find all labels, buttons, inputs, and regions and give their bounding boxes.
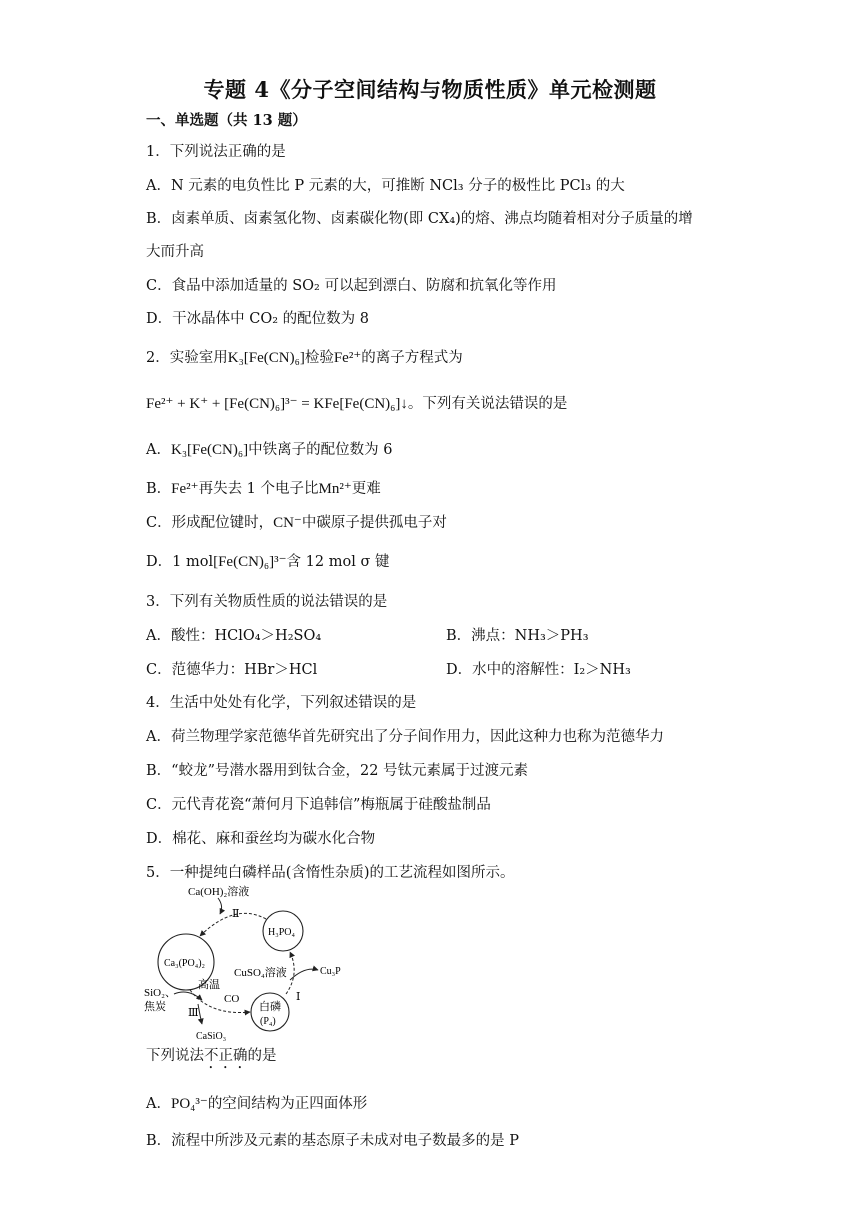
- q4-stem: 4．生活中处处有化学，下列叙述错误的是: [146, 695, 417, 711]
- page-title: 专题 4《分子空间结构与物质性质》单元检测题: [203, 77, 657, 102]
- q1-option-b: B．卤素单质、卤素氢化物、卤素碳化物(即 CX₄)的熔、沸点均随着相对分子质量的增: [146, 211, 693, 227]
- q2-option-a-label: A．: [146, 442, 171, 458]
- q2-stem-post: 的离子方程式为: [361, 350, 463, 366]
- q2-equation-line: [146, 394, 567, 414]
- q2-option-b: [146, 479, 381, 499]
- q2-option-d-text: 含 12 mol σ 键: [286, 554, 390, 570]
- q5-prompt: [146, 1046, 277, 1072]
- q2-equation-tail: 。下列有关说法错误的是: [407, 396, 568, 412]
- q5-option-a-ion: PO₄³⁻: [170, 1096, 208, 1112]
- label-cuso4: CuSO₄溶液: [234, 967, 287, 979]
- q1-option-b-cont: 大而升高: [146, 244, 204, 260]
- q2-equation: Fe²⁺ + K⁺ + [Fe(CN)₆]³⁻ = KFe[Fe(CN)₆]↓: [146, 396, 408, 412]
- q5-option-a: [146, 1094, 367, 1114]
- q3-option-d: D．水中的溶解性：I₂＞NH₃: [446, 662, 631, 678]
- q2-option-d-formula: [Fe(CN)₆]³⁻: [213, 554, 287, 570]
- label-gaowen: 高温: [198, 979, 220, 991]
- section-heading: 一、单选题（共 13 题）: [146, 112, 307, 129]
- q2-option-c-text: C．形成配位键时，: [146, 515, 274, 531]
- q4-option-a: A．荷兰物理学家范德华首先研究出了分子间作用力，因此这种力也称为范德华力: [146, 729, 664, 745]
- arrow-caoh2: [218, 898, 222, 914]
- q5-option-a-text: 的空间结构为正四面体形: [207, 1096, 368, 1112]
- q2-option-d: [146, 552, 389, 572]
- label-p4: (P₄): [260, 1016, 276, 1027]
- q3-stem: 3．下列有关物质性质的说法错误的是: [146, 594, 388, 610]
- label-step3: Ⅲ: [188, 1007, 199, 1019]
- label-co: CO: [224, 993, 240, 1005]
- q1-option-d: D．干冰晶体中 CO₂ 的配位数为 8: [146, 311, 369, 327]
- q5-prompt-post: 的是: [247, 1048, 277, 1064]
- q5-option-a-label: A．: [146, 1096, 171, 1112]
- q5-option-b: B．流程中所涉及元素的基态原子未成对电子数最多的是 P: [146, 1133, 520, 1149]
- arc-step1: [286, 952, 294, 994]
- q2-stem-pre: 2．实验室用: [146, 350, 228, 366]
- q2-option-c-tail: 中碳原子提供孤电子对: [301, 515, 447, 531]
- q2-stem-mid: 检验: [304, 350, 334, 366]
- q3-option-a: A．酸性：HClO₄＞H₂SO₄: [146, 628, 322, 644]
- q2-reagent-formula: K₃[Fe(CN)₆]: [227, 350, 305, 366]
- label-bailin: 白磷: [259, 1001, 281, 1013]
- label-ca3po4: Ca₃(PO₄)₂: [164, 958, 206, 969]
- label-step1: Ⅰ: [296, 991, 301, 1003]
- q2-ion-formula: Fe²⁺: [333, 350, 362, 366]
- label-cu3p: Cu₃P: [320, 966, 341, 977]
- q5-stem: 5．一种提纯白磷样品(含惰性杂质)的工艺流程如图所示。: [146, 865, 515, 881]
- q2-option-a: [146, 440, 392, 460]
- q2-option-a-text: 中铁离子的配位数为 6: [248, 442, 393, 458]
- label-casio3: CaSiO₃: [196, 1031, 227, 1042]
- q2-option-b-ion2: Mn²⁺: [318, 481, 352, 497]
- q5-process-diagram: [140, 884, 370, 1044]
- q1-option-a: A．N 元素的电负性比 P 元素的大，可推断 NCl₃ 分子的极性比 PCl₃ 的大: [146, 178, 625, 194]
- label-sio2: SiO₂、: [144, 987, 176, 999]
- q2-option-c: [146, 513, 447, 533]
- label-coke: 焦炭: [144, 1001, 166, 1013]
- q4-option-c: C．元代青花瓷“萧何月下追韩信”梅瓶属于硅酸盐制品: [146, 797, 491, 813]
- q3-option-c: C．范德华力：HBr＞HCl: [146, 662, 318, 678]
- q2-option-b-ion1: Fe²⁺: [171, 481, 199, 497]
- q2-option-a-formula: K₃[Fe(CN)₆]: [170, 442, 249, 458]
- q2-option-d-label: D．1 mol: [146, 554, 214, 570]
- q2-option-b-tail: 更难: [351, 481, 381, 497]
- q2-option-c-ion: CN⁻: [273, 515, 302, 531]
- q5-prompt-emphasis: 不正确: [204, 1048, 248, 1064]
- q4-option-d: D．棉花、麻和蚕丝均为碳水化合物: [146, 831, 376, 847]
- q2-option-b-text: 再失去 1 个电子比: [198, 481, 319, 497]
- q1-option-c: C．食品中添加适量的 SO₂ 可以起到漂白、防腐和抗氧化等作用: [146, 278, 557, 294]
- q2-option-b-label: B．: [146, 481, 172, 497]
- label-caoh2: Ca(OH)₂溶液: [188, 886, 250, 898]
- q1-stem: 1．下列说法正确的是: [146, 144, 286, 160]
- q2-stem: [146, 348, 463, 368]
- q5-prompt-pre: 下列说法: [146, 1048, 204, 1064]
- q4-option-b: B．“蛟龙”号潜水器用到钛合金，22 号钛元素属于过渡元素: [146, 763, 529, 779]
- label-step2: Ⅱ: [232, 908, 240, 920]
- label-h3po4: H₃PO₄: [268, 927, 295, 938]
- q3-option-b: B．沸点：NH₃＞PH₃: [446, 628, 589, 644]
